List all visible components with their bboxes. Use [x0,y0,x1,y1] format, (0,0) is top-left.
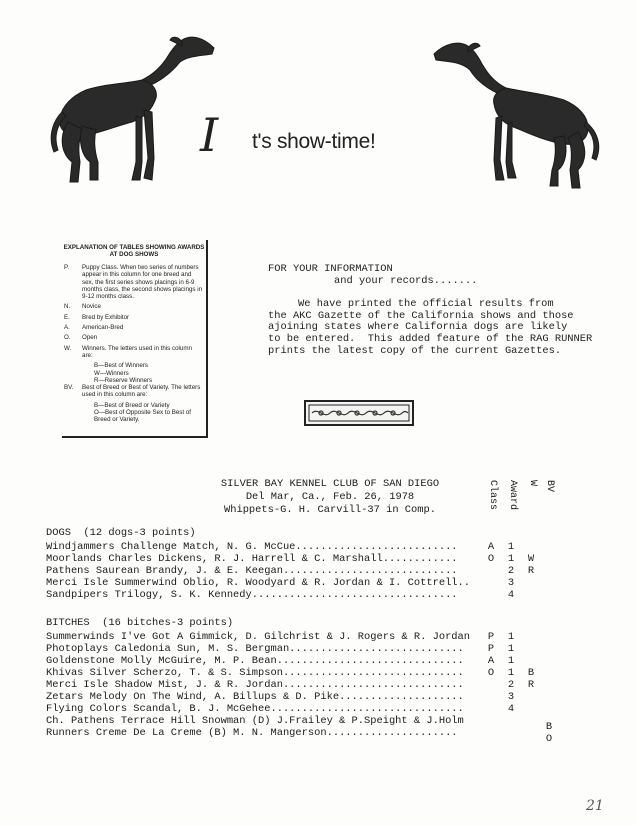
legend-row [62,314,206,321]
result-class-cell: P [487,631,495,643]
legend-description: B—Best of Breed or Variety [94,401,170,409]
info-para-line: to be entered. This added feature of the RAG RUNNER [268,332,593,345]
result-award-cell: 3 [507,691,515,703]
result-award-cell: 1 [507,553,515,565]
bitches-section-title: BITCHES (16 bitches-3 points) [46,617,234,629]
page-number: 21 [586,798,604,814]
result-award-cell: 4 [507,589,515,601]
legend-description: Novice [82,303,101,311]
result-class-cell: O [487,553,495,565]
legend-code [62,362,82,369]
info-block [268,264,592,357]
result-row: Photoplays Caledonia Sun, M. S. Bergman............................ [46,643,464,655]
column-header-w: W [527,480,538,487]
legend-description: R—Reserve Winners [94,376,153,384]
legend-row [62,384,206,399]
result-w-cell: B [527,667,535,679]
legend-row [62,409,206,424]
result-award-cell: 2 [507,679,515,691]
dogs-section-title: DOGS (12 dogs-3 points) [46,527,196,539]
info-para-line: We have printed the official results from [298,298,554,311]
ornament-divider [304,399,414,427]
result-award-cell: 2 [507,565,515,577]
legend-code [62,402,82,409]
legend-row [62,377,206,384]
info-para-line: ajoining states where California dogs are likely [268,321,568,334]
result-award-cell: 1 [507,541,515,553]
legend-row [62,370,206,377]
info-para-line: prints the latest copy of the current Gazettes. [268,344,562,357]
info-para-line: the AKC Gazette of the California shows and those [268,309,574,322]
result-w-cell: W [527,553,535,565]
result-award-cell: 1 [507,667,515,679]
legend-code: A. [64,324,70,332]
legend-code [62,370,82,377]
result-award-cell: 1 [507,631,515,643]
result-bv-cell: O [545,733,553,745]
legend-row [62,362,206,369]
result-row: Sandpipers Trilogy, S. K. Kennedy................................. [46,589,458,601]
page-title: t's show-time! [252,130,376,153]
result-row: Summerwinds I've Got A Gimmick, D. Gilchrist & J. Rogers & R. Jordan [46,631,471,643]
column-header-class: Class [487,480,498,511]
title-script-initial: I [200,108,219,162]
result-w-cell: R [527,679,535,691]
whippet-left-illustration [44,22,224,194]
column-header-award: Award [507,480,518,511]
legend-code [62,409,82,424]
legend-row [62,303,206,310]
legend-description: Bred by Exhibitor [82,313,130,321]
legend-code [62,377,82,384]
result-row: Zetars Melody On The Wind, A. Billups & D. Pike.................... [46,691,464,703]
legend-row [62,402,206,409]
legend-row [62,334,206,341]
legend-items [62,264,206,424]
result-row: Khivas Silver Scherzo, T. & S. Simpson............................. [46,667,464,679]
result-award-cell: 3 [507,577,515,589]
judge-line: Whippets-G. H. Carvill-37 in Comp. [223,503,436,516]
result-award-cell: 1 [507,655,515,667]
show-place-date: Del Mar, Ca., Feb. 26, 1978 [245,490,415,503]
legend-description: B—Best of Winners [94,362,148,370]
info-heading: FOR YOUR INFORMATION [268,263,393,275]
legend-description: O—Best of Opposite Sex to Best of Breed or Variety. [94,409,191,424]
legend-description: Best of Breed or Best of Variety. The letters used in this column are: [82,384,201,399]
result-row: Merci Isle Shadow Mist, J. & R. Jordan............................. [46,679,464,691]
show-header [205,478,455,516]
legend-row [62,345,206,360]
legend-code: N. [64,303,71,311]
legend-description: Open [82,334,98,342]
result-award-cell: 1 [507,643,515,655]
result-w-cell: R [527,565,535,577]
result-bv-cell: B [545,721,553,733]
legend-code: O. [64,334,71,342]
result-row: Goldenstone Molly McGuire, M. P. Bean.............................. [46,655,464,667]
result-row: Merci Isle Summerwind Oblio, R. Woodyard & R. Jordan & I. Cottrell.. [46,577,471,589]
legend-row [62,324,206,331]
legend-box [62,240,208,438]
club-name: SILVER BAY KENNEL CLUB OF SAN DIEGO [220,478,440,490]
legend-code: W. [64,344,72,352]
result-row: Moorlands Charles Dickens, R. J. Harrell & C. Marshall............ [46,553,458,565]
legend-code: BV. [64,384,74,392]
result-class-cell: A [487,541,495,553]
result-row: Windjammers Challenge Match, N. G. McCue.......................... [46,541,458,553]
info-subheading: and your records....... [334,274,478,287]
result-row: Ch. Pathens Terrace Hill Snowman (D) J.Frailey & P.Speight & J.Holm [46,715,464,727]
whippet-right-illustration [428,28,608,194]
legend-code: P. [64,264,70,271]
result-award-cell: 4 [507,703,515,715]
result-row: Runners Creme De La Creme (B) M. N. Mangerson..................... [46,727,458,739]
legend-description: Puppy Class. When two series of numbers appear in this column for one breed and sex, the first series shows placings in 6-9 months class, the second shows placings in 9-12 months class. [82,264,203,301]
legend-row [62,264,206,300]
legend-description: Winners. The letters used in this column are: [82,344,192,359]
legend-description: W—Winners [94,369,129,377]
legend-code: E. [64,313,70,321]
result-class-cell: A [487,655,495,667]
legend-heading: EXPLANATION OF TABLES SHOWING AWARDS AT DOG SHOWS [63,244,205,258]
column-header-bv: BV [544,480,555,493]
result-class-cell: P [487,643,495,655]
result-row: Pathens Saurean Brandy, J. & E. Keegan............................ [46,565,458,577]
legend-description: American-Bred [82,324,124,332]
result-row: Flying Colors Scandal, B. J. McGehee............................... [46,703,464,715]
result-class-cell: O [487,667,495,679]
